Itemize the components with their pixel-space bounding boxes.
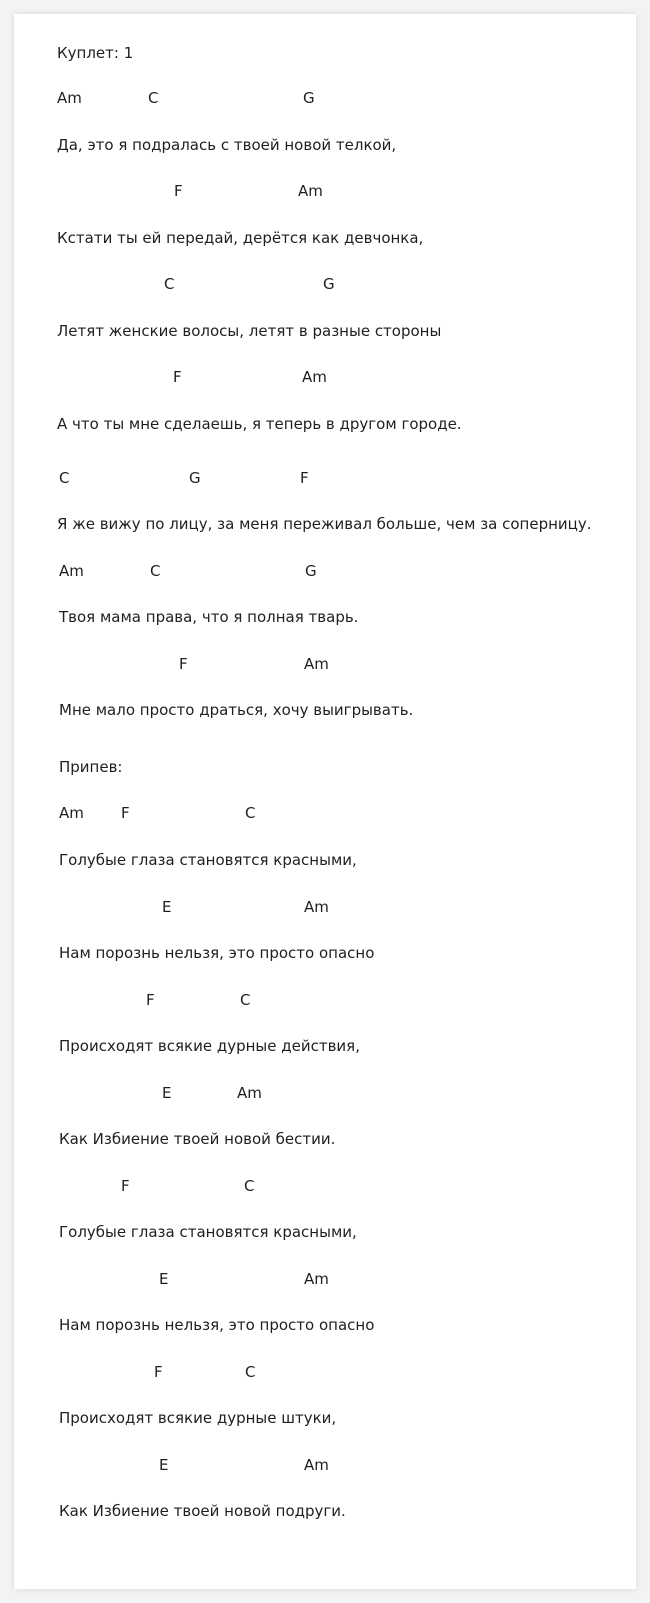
- chord-row11-2: Am: [237, 1084, 262, 1102]
- lyric-line-2: Кстати ты ей передай, дерётся как девчонка,: [57, 229, 424, 247]
- chorus-label: Припев:: [59, 758, 123, 776]
- chord-row13-2: Am: [304, 1270, 329, 1288]
- chord-row8-1: Am: [59, 804, 84, 822]
- lyric-line-10: Происходят всякие дурные действия,: [59, 1037, 360, 1055]
- lyric-line-12: Голубые глаза становятся красными,: [59, 1223, 357, 1241]
- chord-row9-2: Am: [304, 898, 329, 916]
- chord-row7-2: Am: [304, 655, 329, 673]
- chord-row12-2: C: [244, 1177, 255, 1195]
- chord-row10-1: F: [146, 991, 155, 1009]
- chord-row1-1: Am: [57, 89, 82, 107]
- chord-row8-2: F: [121, 804, 130, 822]
- chord-row6-3: G: [305, 562, 317, 580]
- chord-row15-2: Am: [304, 1456, 329, 1474]
- chord-row4-2: Am: [302, 368, 327, 386]
- chord-row13-1: E: [159, 1270, 169, 1288]
- chord-row12-1: F: [121, 1177, 130, 1195]
- chord-row5-2: G: [189, 469, 201, 487]
- chord-row2-1: F: [174, 182, 183, 200]
- chord-row10-2: C: [240, 991, 251, 1009]
- chord-row8-3: C: [245, 804, 256, 822]
- chord-row1-3: G: [303, 89, 315, 107]
- lyric-line-6: Твоя мама права, что я полная тварь.: [59, 608, 359, 626]
- chord-row3-2: G: [323, 275, 335, 293]
- lyric-line-3: Летят женские волосы, летят в разные стороны: [57, 322, 442, 340]
- lyric-line-7: Мне мало просто драться, хочу выигрывать.: [59, 701, 414, 719]
- lyric-line-11: Как Избиение твоей новой бестии.: [59, 1130, 336, 1148]
- lyric-line-15: Как Избиение твоей новой подруги.: [59, 1502, 346, 1520]
- chord-row14-2: C: [245, 1363, 256, 1381]
- chord-row5-1: C: [59, 469, 70, 487]
- lyric-line-1: Да, это я подралась с твоей новой телкой,: [57, 136, 397, 154]
- chord-row3-1: C: [164, 275, 175, 293]
- lyric-line-13: Нам порознь нельзя, это просто опасно: [59, 1316, 375, 1334]
- lyric-line-4: А что ты мне сделаешь, я теперь в другом городе.: [57, 415, 462, 433]
- chord-row5-3: F: [300, 469, 309, 487]
- verse-label: Куплет: 1: [57, 44, 134, 62]
- chord-row9-1: E: [162, 898, 172, 916]
- chord-row7-1: F: [179, 655, 188, 673]
- chord-row2-2: Am: [298, 182, 323, 200]
- lyric-line-5: Я же вижу по лицу, за меня переживал больше, чем за соперницу.: [57, 515, 592, 533]
- chord-row11-1: E: [162, 1084, 172, 1102]
- chord-row6-1: Am: [59, 562, 84, 580]
- chord-row15-1: E: [159, 1456, 169, 1474]
- chord-row6-2: C: [150, 562, 161, 580]
- lyric-line-14: Происходят всякие дурные штуки,: [59, 1409, 337, 1427]
- lyric-line-8: Голубые глаза становятся красными,: [59, 851, 357, 869]
- lyrics-page: [14, 14, 636, 1589]
- chord-row1-2: C: [148, 89, 159, 107]
- lyric-line-9: Нам порознь нельзя, это просто опасно: [59, 944, 375, 962]
- chord-row4-1: F: [173, 368, 182, 386]
- chord-row14-1: F: [154, 1363, 163, 1381]
